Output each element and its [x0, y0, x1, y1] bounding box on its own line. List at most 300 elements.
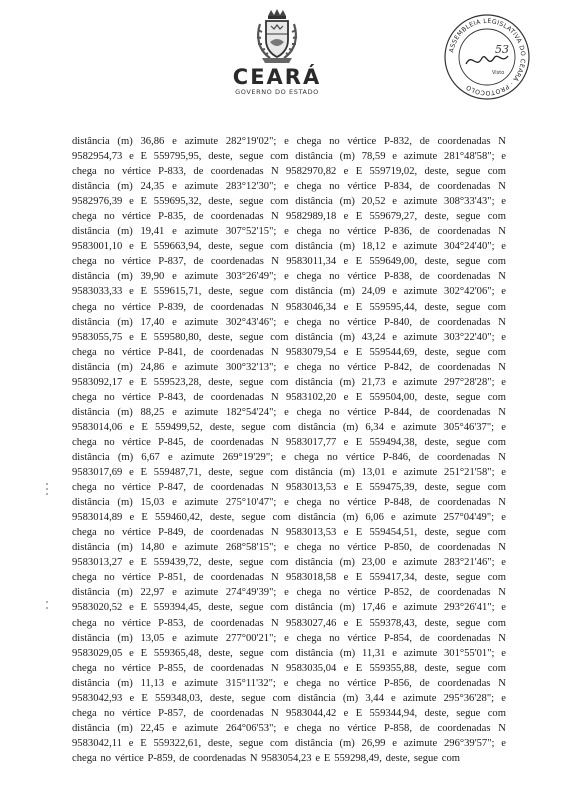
- word: 559544,69,: [369, 346, 418, 358]
- word: com: [270, 602, 289, 614]
- word: 307°52'15";: [225, 226, 277, 238]
- word: vértice: [121, 617, 151, 629]
- word: e: [392, 602, 397, 614]
- word: e: [129, 557, 134, 569]
- text-line: [72, 691, 506, 706]
- word: distância: [72, 226, 110, 238]
- word: vértice: [121, 301, 151, 313]
- word: com: [270, 376, 289, 388]
- word: azimute: [402, 692, 437, 704]
- word: com: [487, 527, 506, 539]
- word: e: [391, 692, 396, 704]
- word: deste,: [424, 572, 449, 584]
- word: 297°28'28";: [444, 376, 495, 388]
- word: distância: [298, 512, 336, 524]
- word: chega: [296, 587, 322, 599]
- word: 559348,03,: [154, 692, 203, 704]
- word: distância: [72, 497, 110, 509]
- word: de: [419, 361, 430, 373]
- word: com: [487, 391, 506, 403]
- word: chega: [72, 752, 97, 764]
- word: distância: [72, 587, 110, 599]
- word: e: [284, 316, 289, 328]
- word: vértice: [122, 256, 151, 268]
- word: (m): [117, 181, 133, 193]
- word: e: [343, 211, 349, 223]
- word: com: [270, 286, 289, 298]
- word: E: [140, 151, 148, 163]
- word: distância: [72, 271, 110, 283]
- word: com: [270, 557, 289, 569]
- word: de: [193, 211, 204, 223]
- word: deste,: [209, 421, 235, 433]
- word: 283°12'30";: [225, 181, 277, 193]
- word: segue: [239, 647, 264, 659]
- word: E: [140, 196, 148, 208]
- svg-text:ASSEMBLEIA LEGISLATIVA DO CEAR: [448, 18, 526, 96]
- word: 559695,32,: [153, 196, 202, 208]
- word: chega: [72, 256, 97, 268]
- word: E: [140, 557, 148, 569]
- word: N: [271, 527, 279, 539]
- word: azimute: [403, 737, 438, 749]
- word: coordenadas: [210, 662, 264, 674]
- word: chega: [72, 211, 97, 223]
- word: com: [270, 196, 289, 208]
- word: P-844,: [384, 406, 412, 418]
- word: 9583046,34: [286, 301, 337, 313]
- word: distância: [72, 722, 110, 734]
- word: 9583014,06: [72, 421, 123, 433]
- word: N: [271, 436, 279, 448]
- word: vértice: [121, 346, 151, 358]
- word: 559475,39,: [369, 482, 418, 494]
- word: (m): [117, 226, 133, 238]
- word: 9583013,53: [286, 482, 337, 494]
- word: azimute: [403, 467, 438, 479]
- word: azimute: [403, 602, 438, 614]
- word: no: [104, 662, 115, 674]
- word: e: [501, 286, 506, 298]
- stamp-ring-text: ASSEMBLEIA LEGISLATIVA DO CEARÁ · PROTOCOLO: [448, 17, 527, 97]
- word: e: [171, 677, 177, 689]
- word: (m): [342, 512, 359, 524]
- word: N: [498, 271, 506, 283]
- word: coordenadas: [437, 497, 491, 509]
- word: 559298,49,: [334, 752, 382, 764]
- word: segue: [239, 602, 264, 614]
- word: E: [355, 617, 363, 629]
- word: com: [272, 512, 291, 524]
- word: de: [193, 662, 204, 674]
- word: 6,06: [365, 512, 384, 524]
- text-line: [72, 465, 506, 480]
- word: 559417,34,: [369, 572, 418, 584]
- word: deste,: [424, 256, 449, 268]
- word: coordenadas: [210, 166, 264, 178]
- text-line: [72, 284, 506, 299]
- word: e: [315, 752, 321, 764]
- word: vértice: [114, 752, 144, 764]
- word: P-849,: [158, 527, 187, 539]
- text-line: [72, 676, 506, 691]
- word: e: [172, 406, 177, 418]
- word: e: [343, 301, 349, 313]
- word: e: [172, 361, 177, 373]
- text-line: [72, 435, 506, 450]
- word: (m): [117, 361, 133, 373]
- word: vértice: [347, 316, 377, 328]
- word: deste,: [208, 467, 233, 479]
- word: E: [355, 391, 363, 403]
- word: e: [172, 497, 177, 509]
- word: chega: [296, 632, 322, 644]
- word: e: [392, 331, 397, 343]
- word: e: [129, 151, 134, 163]
- word: 9583014,89: [72, 512, 123, 524]
- word: (m): [117, 406, 133, 418]
- word: 296°39'57";: [444, 737, 495, 749]
- word: com: [487, 211, 506, 223]
- word: E: [355, 482, 363, 494]
- word: segue: [456, 346, 481, 358]
- word: 9583102,20: [286, 391, 337, 403]
- word: (m): [339, 376, 355, 388]
- word: no: [104, 211, 115, 223]
- word: vértice: [347, 181, 377, 193]
- word: com: [487, 707, 506, 719]
- word: (m): [117, 271, 133, 283]
- word: deste,: [424, 707, 449, 719]
- word: vértice: [121, 662, 151, 674]
- word: chega: [296, 361, 322, 373]
- word: 251°21'58";: [444, 467, 495, 479]
- word: segue: [239, 331, 264, 343]
- word: N: [498, 677, 506, 689]
- word: (m): [339, 737, 355, 749]
- word: P-857,: [158, 707, 187, 719]
- word: de: [418, 451, 429, 463]
- word: 39,90: [140, 271, 165, 283]
- word: de: [179, 752, 190, 764]
- word: distância: [72, 181, 110, 193]
- word: azimute: [184, 316, 219, 328]
- word: 559719,02,: [369, 166, 418, 178]
- word: distância: [295, 737, 333, 749]
- word: segue: [456, 391, 481, 403]
- word: no: [329, 271, 340, 283]
- word: chega: [296, 181, 322, 193]
- word: 559795,95,: [153, 151, 202, 163]
- word: N: [271, 346, 279, 358]
- word: distância: [295, 286, 333, 298]
- word: coordenadas: [437, 677, 491, 689]
- government-logo: [232, 8, 322, 108]
- word: deste,: [424, 166, 449, 178]
- word: P-839,: [158, 301, 187, 313]
- word: e: [501, 692, 506, 704]
- word: chega: [296, 136, 322, 147]
- text-line: [72, 390, 506, 405]
- word: deste,: [424, 436, 449, 448]
- word: de: [419, 542, 430, 554]
- word: e: [172, 587, 177, 599]
- word: azimute: [402, 512, 437, 524]
- word: e: [343, 346, 349, 358]
- word: no: [329, 542, 340, 554]
- word: segue: [456, 662, 481, 674]
- word: e: [129, 421, 135, 433]
- word: chega: [72, 301, 97, 313]
- word: coordenadas: [437, 542, 491, 554]
- word: 559649,00,: [369, 256, 418, 268]
- word: e: [392, 647, 397, 659]
- word: e: [129, 286, 134, 298]
- word: com: [487, 256, 506, 268]
- word: 283°21'46";: [444, 557, 495, 569]
- word: 559615,71,: [153, 286, 202, 298]
- word: coordenadas: [210, 346, 264, 358]
- word: coordenadas: [437, 451, 491, 463]
- logo-subtitle: GOVERNO DO ESTADO: [235, 88, 319, 96]
- word: de: [419, 136, 430, 147]
- word: e: [172, 226, 177, 238]
- word: e: [501, 602, 506, 614]
- word: segue: [456, 617, 481, 629]
- word: azimute: [184, 632, 219, 644]
- word: coordenadas: [210, 391, 264, 403]
- word: azimute: [184, 406, 219, 418]
- word: deste,: [424, 617, 449, 629]
- word: 9583035,04: [286, 662, 337, 674]
- word: azimute: [184, 587, 219, 599]
- word: 301°55'01";: [444, 647, 495, 659]
- word: 20,52: [361, 196, 386, 208]
- word: segue: [413, 752, 438, 764]
- word: P-840,: [384, 316, 412, 328]
- word: azimute: [403, 331, 438, 343]
- word: chega: [296, 316, 322, 328]
- word: de: [419, 587, 430, 599]
- word: no: [104, 301, 115, 313]
- word: chega: [72, 707, 97, 719]
- word: E: [323, 752, 331, 764]
- text-line: [72, 510, 506, 525]
- word: e: [284, 226, 289, 238]
- stamp-number: 53: [495, 43, 509, 56]
- word: coordenadas: [437, 271, 491, 283]
- word: N: [498, 497, 506, 509]
- word: vértice: [347, 587, 377, 599]
- word: 559504,00,: [369, 391, 418, 403]
- word: deste,: [424, 346, 449, 358]
- word: 22,45: [140, 722, 165, 734]
- word: azimute: [403, 241, 438, 253]
- word: 559454,51,: [369, 527, 418, 539]
- word: vértice: [121, 391, 151, 403]
- word: no: [329, 632, 340, 644]
- word: azimute: [184, 677, 218, 689]
- word: 274°49'39";: [225, 587, 277, 599]
- word: e: [284, 361, 289, 373]
- text-line: [72, 254, 506, 269]
- word: e: [168, 451, 173, 463]
- word: 24,86: [140, 361, 165, 373]
- word: deste,: [424, 662, 449, 674]
- word: 9583001,10: [72, 241, 123, 253]
- word: e: [501, 557, 506, 569]
- word: deste,: [424, 391, 449, 403]
- word: distância: [72, 677, 110, 689]
- word: segue: [456, 166, 481, 178]
- word: N: [498, 632, 506, 644]
- margin-marks: [44, 480, 50, 620]
- word: vértice: [347, 542, 377, 554]
- text-line: [72, 239, 506, 254]
- word: chega: [72, 572, 97, 584]
- word: N: [498, 316, 506, 328]
- word: P-842,: [384, 361, 412, 373]
- word: N: [498, 542, 506, 554]
- word: coordenadas: [437, 587, 491, 599]
- word: distância: [298, 692, 336, 704]
- word: 11,31: [361, 647, 386, 659]
- word: distância: [295, 647, 334, 659]
- word: segue: [239, 737, 264, 749]
- word: 559580,80,: [153, 331, 202, 343]
- word: 275°10'47";: [225, 497, 277, 509]
- word: P-853,: [158, 617, 187, 629]
- word: 559679,27,: [369, 211, 418, 223]
- word: e: [284, 181, 289, 193]
- word: P-847,: [158, 482, 187, 494]
- text-line: [72, 570, 506, 585]
- word: de: [419, 677, 430, 689]
- word: e: [129, 467, 134, 479]
- word: com: [487, 301, 506, 313]
- word: 9583013,27: [72, 557, 123, 569]
- text-line: [72, 646, 506, 661]
- word: vértice: [347, 136, 377, 147]
- word: no: [104, 166, 115, 178]
- word: e: [129, 692, 135, 704]
- word: e: [343, 391, 349, 403]
- word: (m): [339, 151, 355, 163]
- word: 9583042,93: [72, 692, 123, 704]
- word: e: [343, 707, 349, 719]
- word: segue: [239, 376, 264, 388]
- word: 303°26'49";: [225, 271, 277, 283]
- word: e: [501, 196, 506, 208]
- word: coordenadas: [210, 436, 264, 448]
- word: e: [172, 136, 177, 147]
- word: segue: [456, 527, 481, 539]
- word: (m): [339, 647, 356, 659]
- word: no: [329, 316, 340, 328]
- word: distância: [298, 421, 336, 433]
- word: (m): [117, 677, 133, 689]
- word: 295°36'28";: [443, 692, 495, 704]
- word: 182°54'24";: [225, 406, 277, 418]
- word: e: [284, 271, 289, 283]
- word: com: [270, 241, 289, 253]
- word: com: [270, 647, 289, 659]
- word: coordenadas: [437, 632, 491, 644]
- word: distância: [295, 602, 333, 614]
- word: azimute: [184, 722, 219, 734]
- word: (m): [339, 331, 355, 343]
- word: de: [193, 301, 204, 313]
- text-line: [72, 179, 506, 194]
- word: coordenadas: [210, 527, 264, 539]
- word: coordenadas: [210, 707, 264, 719]
- word: e: [392, 467, 397, 479]
- word: 36,86: [140, 136, 165, 147]
- word: e: [283, 677, 289, 689]
- word: de: [419, 632, 430, 644]
- word: 23,00: [361, 557, 386, 569]
- text-line: [72, 269, 506, 284]
- word: P-836,: [384, 226, 412, 238]
- word: segue: [456, 482, 481, 494]
- text-line: [72, 480, 506, 495]
- word: e: [501, 737, 506, 749]
- word: e: [501, 421, 506, 433]
- word: e: [284, 406, 289, 418]
- word: 269°19'29";: [222, 451, 274, 463]
- word: vértice: [347, 722, 377, 734]
- word: distância: [295, 241, 333, 253]
- word: P-838,: [384, 271, 412, 283]
- word: N: [271, 617, 279, 629]
- word: no: [104, 617, 115, 629]
- word: 559460,42,: [154, 512, 203, 524]
- word: e: [129, 647, 134, 659]
- text-line: [72, 360, 506, 375]
- word: com: [272, 692, 291, 704]
- word: (m): [117, 316, 133, 328]
- word: E: [140, 647, 148, 659]
- word: distância: [72, 361, 110, 373]
- word: (m): [339, 196, 355, 208]
- word: E: [355, 662, 363, 674]
- word: e: [172, 722, 177, 734]
- word: coordenadas: [437, 316, 491, 328]
- word: P-851,: [158, 572, 187, 584]
- word: 13,01: [361, 467, 386, 479]
- word: P-848,: [384, 497, 412, 509]
- word: de: [193, 391, 204, 403]
- word: 303°22'40";: [444, 331, 495, 343]
- word: (m): [117, 587, 133, 599]
- word: vértice: [347, 226, 377, 238]
- word: 559523,28,: [153, 376, 202, 388]
- word: e: [501, 241, 506, 253]
- word: 9583011,34: [286, 256, 337, 268]
- word: deste,: [424, 527, 449, 539]
- word: e: [284, 497, 289, 509]
- word: 257°04'49";: [443, 512, 495, 524]
- word: segue: [239, 241, 264, 253]
- coat-of-arms-icon: [254, 8, 300, 64]
- word: vértice: [121, 482, 151, 494]
- word: 9583042,11: [72, 737, 122, 749]
- word: deste,: [208, 331, 233, 343]
- word: com: [487, 662, 506, 674]
- word: 305°46'37";: [443, 421, 495, 433]
- word: E: [355, 346, 363, 358]
- word: 9583017,77: [286, 436, 337, 448]
